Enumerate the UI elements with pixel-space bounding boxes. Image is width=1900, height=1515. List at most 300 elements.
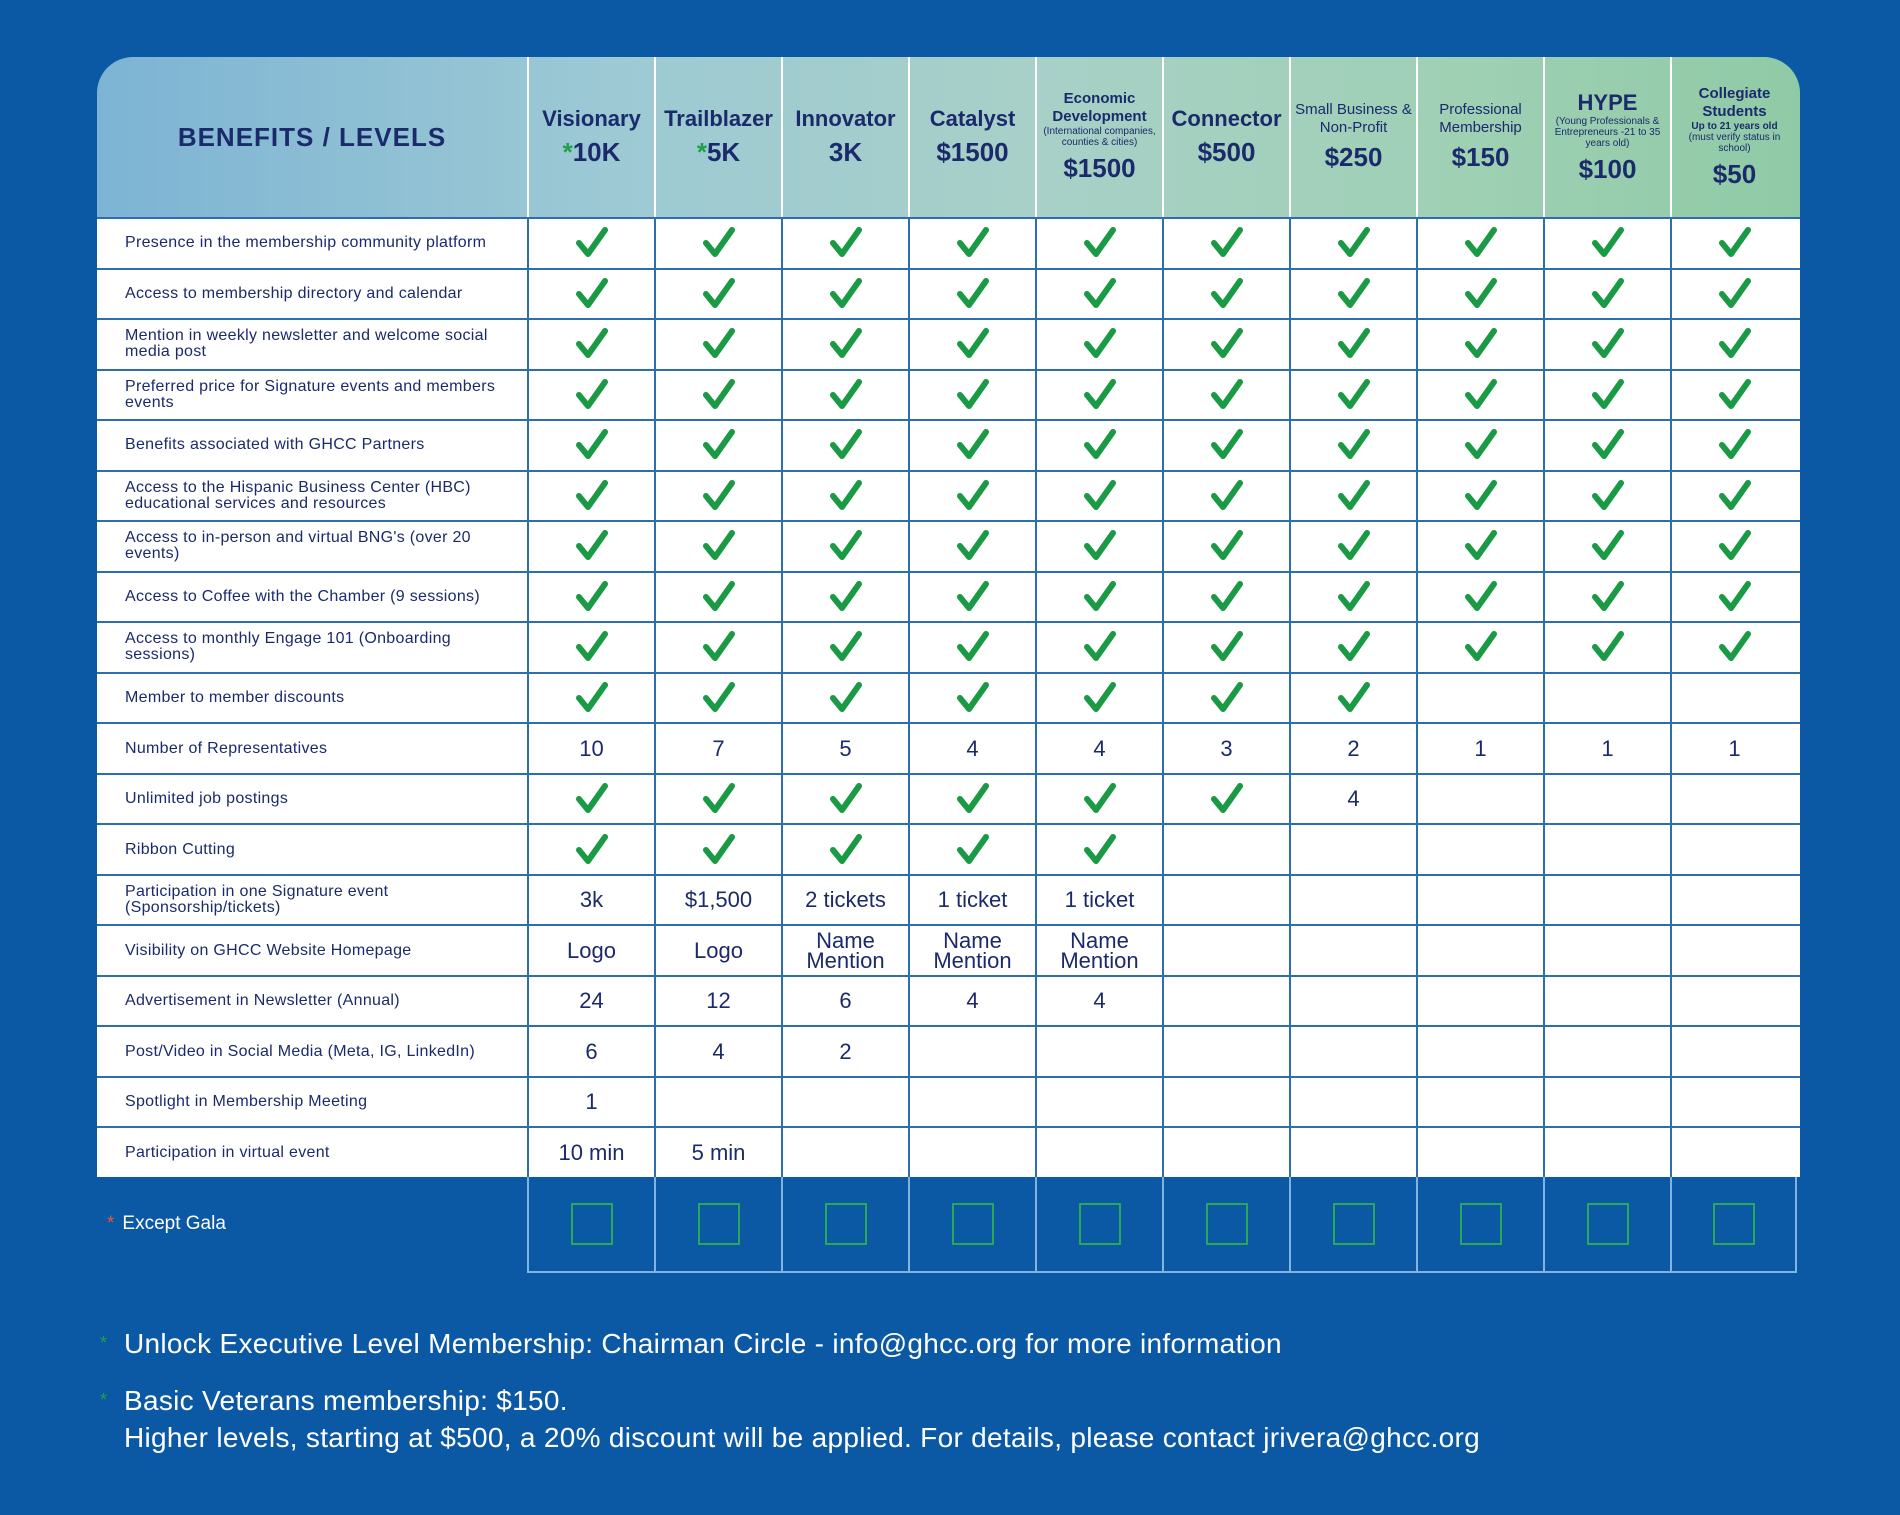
star-marker: *: [562, 137, 573, 167]
row-label: Advertisement in Newsletter (Annual): [125, 992, 400, 1010]
membership-table: [97, 57, 1800, 1234]
table-cell: [1289, 926, 1416, 975]
table-cell: [1670, 1128, 1797, 1177]
table-cell: [1416, 371, 1543, 420]
note-marker: *: [100, 1390, 108, 1410]
level-header-9: [1543, 57, 1670, 217]
level-price-value: $100: [1578, 153, 1637, 184]
table-cell: [527, 775, 654, 824]
check-icon: [1083, 378, 1117, 412]
check-icon: [1337, 226, 1371, 260]
check-icon: [1591, 580, 1625, 614]
table-cell: [1289, 623, 1416, 672]
check-icon: [1464, 580, 1498, 614]
note-line: Higher levels, starting at $500, a 20% discount will be applied. For details, please contact jrivera@ghcc.org: [124, 1422, 1481, 1453]
footer-cell: [1289, 1177, 1416, 1273]
table-cell: [1035, 421, 1162, 470]
level-subtitle: (Young Professionals & Entrepreneurs -21 to 35 years old): [1554, 115, 1661, 149]
table-cell: [1670, 977, 1797, 1026]
table-cell: [1543, 270, 1670, 319]
level-price-value: 10K: [572, 137, 621, 167]
table-cell: [1416, 1078, 1543, 1127]
row-label: Number of Representatives: [125, 739, 328, 757]
table-cell: Name Mention: [1035, 926, 1162, 975]
table-cell: [654, 219, 781, 268]
check-icon: [575, 630, 609, 664]
level-price-value: $250: [1324, 142, 1383, 172]
table-cell: [1162, 775, 1289, 824]
table-cell: [908, 371, 1035, 420]
check-icon: [702, 529, 736, 563]
check-icon: [1591, 529, 1625, 563]
check-icon: [829, 580, 863, 614]
table-body: [97, 217, 1800, 1177]
table-cell: [1543, 775, 1670, 824]
table-cell: [1543, 1128, 1670, 1177]
level-header-2: [654, 57, 781, 217]
level-name: Trailblazer: [664, 106, 773, 131]
table-cell: 7: [654, 724, 781, 773]
check-icon: [575, 277, 609, 311]
table-cell: [1416, 573, 1543, 622]
table-cell: [1543, 825, 1670, 874]
table-cell: [1035, 219, 1162, 268]
check-icon: [1464, 630, 1498, 664]
notes-section: [100, 1325, 1480, 1476]
check-icon: [1210, 681, 1244, 715]
table-cell: [908, 674, 1035, 723]
table-cell: [1162, 270, 1289, 319]
level-price-value: $150: [1451, 142, 1510, 172]
table-row: [97, 1126, 1800, 1177]
check-icon: [1210, 428, 1244, 462]
table-cell: 10: [527, 724, 654, 773]
level-price-value: $1500: [1063, 153, 1136, 183]
table-cell: [1416, 472, 1543, 521]
table-cell: [1670, 219, 1797, 268]
table-cell: [908, 320, 1035, 369]
check-icon: [1718, 277, 1752, 311]
table-cell: [908, 623, 1035, 672]
table-cell: [527, 674, 654, 723]
table-cell: [1416, 977, 1543, 1026]
table-cell: [1162, 472, 1289, 521]
check-icon: [956, 782, 990, 816]
table-row: [97, 1076, 1800, 1127]
table-cell: [1289, 977, 1416, 1026]
empty-checkbox: [571, 1203, 613, 1245]
table-cell: [654, 825, 781, 874]
check-icon: [1337, 630, 1371, 664]
level-header-4: [908, 57, 1035, 217]
table-row: [97, 571, 1800, 622]
table-cell: [908, 1128, 1035, 1177]
check-icon: [1591, 277, 1625, 311]
table-cell: [1035, 270, 1162, 319]
benefits-title: BENEFITS / LEVELS: [177, 121, 447, 152]
table-cell: [908, 522, 1035, 571]
check-icon: [1083, 428, 1117, 462]
table-cell: [1416, 522, 1543, 571]
row-label: Access to Coffee with the Chamber (9 sessions): [125, 587, 480, 605]
check-icon: [1210, 378, 1244, 412]
table-row: [97, 975, 1800, 1026]
check-icon: [702, 226, 736, 260]
table-cell: [527, 320, 654, 369]
row-label: Access to monthly Engage 101 (Onboarding sessions): [125, 630, 451, 664]
check-icon: [956, 833, 990, 867]
check-icon: [702, 681, 736, 715]
table-cell: [527, 371, 654, 420]
check-icon: [829, 277, 863, 311]
table-cell: [1162, 371, 1289, 420]
table-cell: 2: [1289, 724, 1416, 773]
row-label: Access to membership directory and calendar: [125, 284, 463, 302]
table-cell: 4: [908, 724, 1035, 773]
table-cell: 4: [1289, 775, 1416, 824]
level-price: [1579, 153, 1637, 185]
check-icon: [702, 479, 736, 513]
table-cell: 3: [1162, 724, 1289, 773]
table-cell: [1416, 926, 1543, 975]
table-cell: [1670, 472, 1797, 521]
table-cell: [1416, 270, 1543, 319]
table-row: [97, 318, 1800, 369]
table-cell: [654, 270, 781, 319]
check-icon: [1337, 428, 1371, 462]
table-cell: [1543, 320, 1670, 369]
empty-checkbox: [1460, 1203, 1502, 1245]
table-cell: [1670, 320, 1797, 369]
table-row: [97, 621, 1800, 672]
table-cell: [1162, 623, 1289, 672]
note-item: [100, 1325, 1480, 1362]
table-cell: [1416, 219, 1543, 268]
check-icon: [1210, 782, 1244, 816]
level-name: Professional Membership: [1439, 101, 1522, 136]
check-icon: [575, 378, 609, 412]
table-cell: [1162, 219, 1289, 268]
table-cell: 10 min: [527, 1128, 654, 1177]
table-cell: Logo: [654, 926, 781, 975]
table-row: [97, 924, 1800, 975]
row-label: Access to the Hispanic Business Center (HBC) educational services and resources: [125, 478, 471, 512]
check-icon: [575, 681, 609, 715]
check-icon: [956, 378, 990, 412]
check-icon: [829, 226, 863, 260]
table-cell: [1162, 320, 1289, 369]
table-cell: [1035, 1027, 1162, 1076]
check-icon: [702, 833, 736, 867]
table-cell: 5 min: [654, 1128, 781, 1177]
table-cell: [1289, 825, 1416, 874]
table-row: [97, 874, 1800, 925]
table-cell: [1543, 421, 1670, 470]
table-cell: [1289, 270, 1416, 319]
check-icon: [1083, 630, 1117, 664]
check-icon: [1464, 529, 1498, 563]
check-icon: [956, 479, 990, 513]
level-name: Collegiate Students: [1698, 84, 1771, 120]
check-icon: [1083, 782, 1117, 816]
table-cell: [1289, 421, 1416, 470]
note-item: [100, 1382, 1480, 1456]
check-icon: [1083, 479, 1117, 513]
check-icon: [1083, 226, 1117, 260]
table-cell: 2 tickets: [781, 876, 908, 925]
check-icon: [956, 580, 990, 614]
table-cell: 2: [781, 1027, 908, 1076]
table-cell: [1162, 573, 1289, 622]
level-name: Economic Development: [1052, 90, 1147, 125]
table-cell: [1162, 421, 1289, 470]
table-cell: [781, 623, 908, 672]
table-cell: [781, 219, 908, 268]
check-icon: [1464, 378, 1498, 412]
table-cell: [1035, 674, 1162, 723]
check-icon: [1591, 327, 1625, 361]
table-cell: [1035, 1078, 1162, 1127]
footer-cell: [1416, 1177, 1543, 1273]
table-cell: 1: [1543, 724, 1670, 773]
level-price: [563, 136, 621, 168]
footer-cell: [1162, 1177, 1289, 1273]
table-cell: [1543, 1027, 1670, 1076]
check-icon: [1083, 580, 1117, 614]
table-cell: [1416, 1128, 1543, 1177]
table-cell: 4: [908, 977, 1035, 1026]
row-label: Spotlight in Membership Meeting: [125, 1093, 368, 1111]
table-cell: [908, 1027, 1035, 1076]
check-icon: [1591, 479, 1625, 513]
table-cell: 24: [527, 977, 654, 1026]
table-cell: [1416, 674, 1543, 723]
level-name: Visionary: [542, 106, 641, 131]
table-cell: 1: [527, 1078, 654, 1127]
table-cell: [654, 421, 781, 470]
check-icon: [1337, 479, 1371, 513]
level-subtitle-2: (must verify status in school): [1688, 131, 1781, 154]
empty-checkbox: [1713, 1203, 1755, 1245]
table-cell: [1543, 522, 1670, 571]
check-icon: [1464, 479, 1498, 513]
table-cell: [1670, 775, 1797, 824]
row-label: Preferred price for Signature events and members events: [125, 377, 496, 411]
check-icon: [1591, 428, 1625, 462]
table-cell: 4: [1035, 977, 1162, 1026]
table-cell: [1035, 320, 1162, 369]
note-line: Basic Veterans membership: $150.: [124, 1385, 568, 1416]
table-cell: [1289, 674, 1416, 723]
table-cell: [1035, 472, 1162, 521]
table-cell: [781, 270, 908, 319]
table-cell: [1670, 926, 1797, 975]
level-header-10: [1670, 57, 1797, 217]
table-row: [97, 1025, 1800, 1076]
table-cell: [1543, 977, 1670, 1026]
level-price-value: 5K: [706, 137, 741, 167]
check-icon: [829, 327, 863, 361]
level-name: Catalyst: [929, 106, 1016, 131]
check-icon: [575, 327, 609, 361]
table-cell: 1 ticket: [1035, 876, 1162, 925]
empty-checkbox: [1587, 1203, 1629, 1245]
check-icon: [1083, 529, 1117, 563]
table-cell: [781, 825, 908, 874]
check-icon: [956, 226, 990, 260]
table-cell: [1543, 623, 1670, 672]
level-header-1: [527, 57, 654, 217]
table-cell: $1,500: [654, 876, 781, 925]
table-cell: [1670, 421, 1797, 470]
check-icon: [1337, 378, 1371, 412]
table-row: [97, 773, 1800, 824]
level-header-6: [1162, 57, 1289, 217]
table-cell: [1416, 421, 1543, 470]
table-cell: [1670, 270, 1797, 319]
table-cell: [1289, 320, 1416, 369]
level-header-3: [781, 57, 908, 217]
table-cell: [1035, 1128, 1162, 1177]
table-cell: [654, 674, 781, 723]
footnote-marker: *: [107, 1213, 115, 1234]
table-cell: [1670, 1078, 1797, 1127]
footer-row: [97, 1177, 1800, 1275]
table-cell: [1543, 219, 1670, 268]
table-cell: [1289, 876, 1416, 925]
check-icon: [1083, 681, 1117, 715]
table-cell: [1670, 623, 1797, 672]
check-icon: [575, 529, 609, 563]
check-icon: [1337, 277, 1371, 311]
check-icon: [1591, 378, 1625, 412]
check-icon: [702, 782, 736, 816]
row-label: Benefits associated with GHCC Partners: [125, 436, 425, 454]
check-icon: [829, 428, 863, 462]
table-cell: [781, 522, 908, 571]
table-cell: [908, 472, 1035, 521]
check-icon: [1718, 428, 1752, 462]
table-cell: [1670, 825, 1797, 874]
table-cell: [1035, 775, 1162, 824]
table-cell: [781, 674, 908, 723]
check-icon: [1464, 428, 1498, 462]
check-icon: [1718, 580, 1752, 614]
table-cell: [1416, 775, 1543, 824]
table-cell: [781, 320, 908, 369]
table-cell: [1543, 371, 1670, 420]
table-cell: [1162, 926, 1289, 975]
row-label: Unlimited job postings: [125, 790, 289, 808]
note-line: Unlock Executive Level Membership: Chairman Circle - info@ghcc.org for more information: [124, 1328, 1282, 1359]
check-icon: [1718, 630, 1752, 664]
table-cell: [654, 573, 781, 622]
table-cell: 1: [1670, 724, 1797, 773]
table-row: [97, 520, 1800, 571]
level-name: Connector: [1171, 106, 1282, 131]
table-cell: [781, 371, 908, 420]
table-cell: [1416, 876, 1543, 925]
level-header-5: [1035, 57, 1162, 217]
table-cell: [1543, 472, 1670, 521]
table-cell: [1162, 825, 1289, 874]
check-icon: [575, 580, 609, 614]
check-icon: [1591, 630, 1625, 664]
empty-checkbox: [952, 1203, 994, 1245]
table-cell: [1162, 876, 1289, 925]
table-cell: Logo: [527, 926, 654, 975]
table-cell: [1162, 674, 1289, 723]
table-cell: [1289, 1078, 1416, 1127]
table-cell: [654, 371, 781, 420]
table-cell: [1543, 926, 1670, 975]
level-header-8: [1416, 57, 1543, 217]
check-icon: [575, 782, 609, 816]
table-row: [97, 369, 1800, 420]
empty-checkbox: [1079, 1203, 1121, 1245]
check-icon: [1591, 226, 1625, 260]
footer-cell: [781, 1177, 908, 1273]
row-label: Mention in weekly newsletter and welcome social media post: [125, 327, 488, 361]
check-icon: [956, 428, 990, 462]
table-cell: [908, 825, 1035, 874]
check-icon: [1464, 327, 1498, 361]
check-icon: [1210, 580, 1244, 614]
empty-checkbox: [1206, 1203, 1248, 1245]
table-cell: 1 ticket: [908, 876, 1035, 925]
table-cell: [781, 775, 908, 824]
level-price: [1452, 141, 1510, 173]
table-cell: [1670, 371, 1797, 420]
table-cell: [1289, 219, 1416, 268]
row-label: Visibility on GHCC Website Homepage: [125, 941, 412, 959]
table-cell: [781, 1078, 908, 1127]
empty-checkbox: [698, 1203, 740, 1245]
table-cell: [1162, 977, 1289, 1026]
table-row: [97, 268, 1800, 319]
check-icon: [829, 782, 863, 816]
table-cell: [1035, 623, 1162, 672]
check-icon: [575, 428, 609, 462]
check-icon: [702, 630, 736, 664]
check-icon: [956, 681, 990, 715]
check-icon: [1464, 226, 1498, 260]
check-icon: [829, 681, 863, 715]
table-cell: [908, 775, 1035, 824]
table-cell: [654, 775, 781, 824]
table-cell: [1289, 1128, 1416, 1177]
except-gala-note: [107, 1213, 226, 1235]
table-row: [97, 419, 1800, 470]
table-cell: [908, 421, 1035, 470]
table-cell: [1035, 522, 1162, 571]
check-icon: [1210, 226, 1244, 260]
check-icon: [956, 277, 990, 311]
table-cell: 4: [1035, 724, 1162, 773]
row-label: Post/Video in Social Media (Meta, IG, LinkedIn): [125, 1042, 475, 1060]
check-icon: [702, 428, 736, 462]
level-price-value: $50: [1712, 158, 1757, 189]
level-name: Innovator: [795, 106, 896, 131]
table-cell: [1543, 1078, 1670, 1127]
level-price-value: $1500: [936, 137, 1009, 167]
check-icon: [829, 378, 863, 412]
table-cell: [527, 825, 654, 874]
empty-checkbox: [825, 1203, 867, 1245]
check-icon: [1210, 327, 1244, 361]
check-icon: [1337, 681, 1371, 715]
table-cell: [527, 472, 654, 521]
